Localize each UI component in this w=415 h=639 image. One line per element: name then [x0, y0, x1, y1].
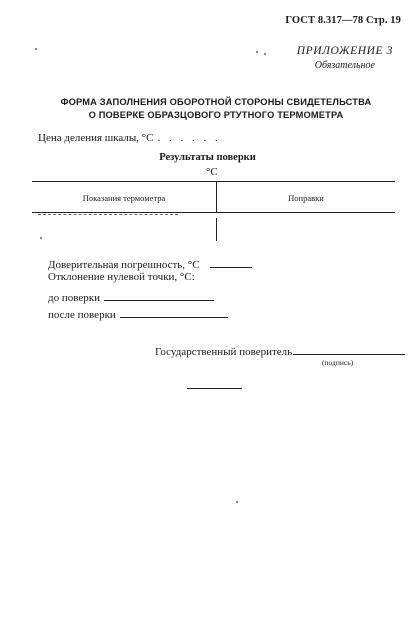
- results-unit: °С: [206, 166, 218, 178]
- table-top-rule: [32, 181, 395, 182]
- table-header-rule: [32, 212, 395, 213]
- verifier-label: Государственный поверитель: [155, 346, 293, 358]
- column-header-corrections: Поправки: [288, 193, 324, 203]
- verifier-field: [155, 344, 405, 358]
- before-verification-label: до поверки: [48, 292, 100, 304]
- verifier-signature-blank: [293, 344, 405, 355]
- scan-speck: [256, 51, 258, 53]
- table-column-divider-lower: [216, 218, 217, 241]
- after-verification-label: после поверки: [48, 309, 116, 321]
- zero-offset-label: Отклонение нулевой точки, °С:: [48, 271, 195, 283]
- after-verification-field: [48, 307, 228, 321]
- column-header-thermometer-readings: Показания термометра: [82, 193, 166, 203]
- appendix-title: ПРИЛОЖЕНИЕ 3: [296, 45, 393, 57]
- before-verification-field: [48, 290, 214, 304]
- scan-speck: [264, 53, 266, 55]
- appendix-status: Обязательное: [314, 60, 375, 71]
- results-title: Результаты поверки: [159, 152, 256, 163]
- before-verification-blank: [104, 290, 214, 301]
- scan-speck: [35, 48, 37, 50]
- scale-division-row: [38, 132, 221, 144]
- scan-speck: [236, 501, 238, 503]
- confidence-error-field: [48, 257, 252, 271]
- scale-division-dots: . . . . . .: [157, 132, 221, 144]
- after-verification-blank: [120, 307, 228, 318]
- table-dashed-rule: [38, 214, 178, 215]
- closing-rule: [187, 388, 242, 389]
- page-header: ГОСТ 8.317—78 Стр. 19: [285, 15, 401, 26]
- scan-speck: [40, 237, 42, 239]
- confidence-error-blank: [210, 257, 252, 268]
- form-title-line-2: О ПОВЕРКЕ ОБРАЗЦОВОГО РТУТНОГО ТЕРМОМЕТРА: [88, 110, 344, 120]
- confidence-error-label: Доверительная погрешность, °С: [48, 259, 200, 271]
- form-title-line-1: ФОРМА ЗАПОЛНЕНИЯ ОБОРОТНОЙ СТОРОНЫ СВИДЕТЕЛЬСТВА: [60, 97, 372, 107]
- signature-caption: (подпись): [322, 358, 354, 367]
- scale-division-label: Цена деления шкалы, °С: [38, 132, 154, 144]
